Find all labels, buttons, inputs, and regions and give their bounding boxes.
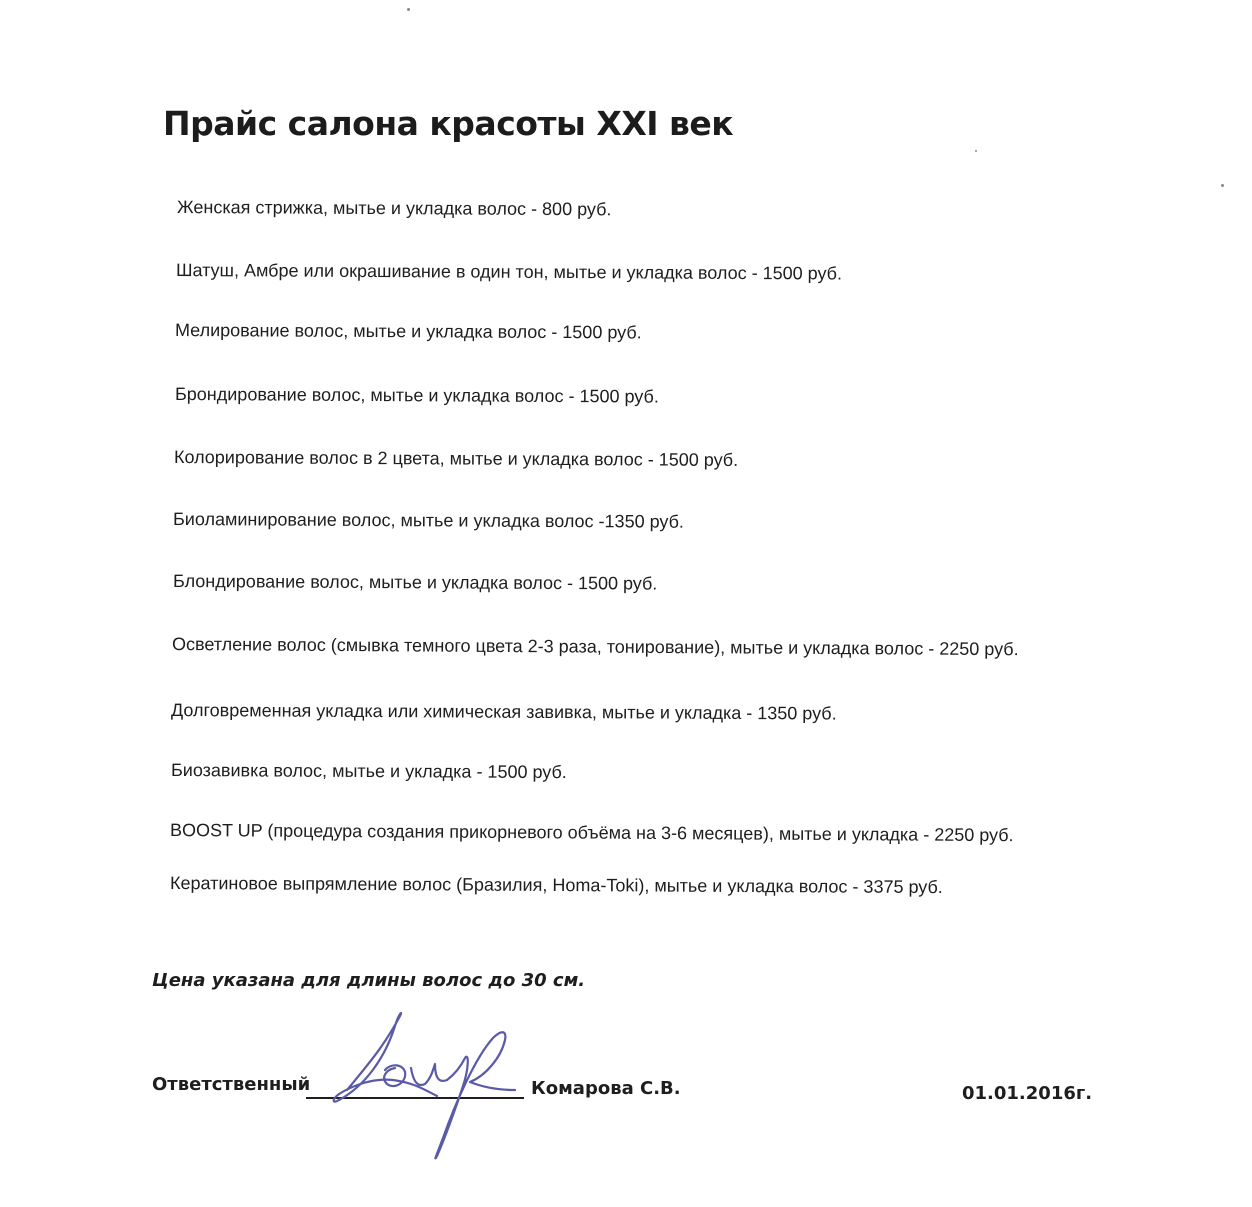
price-item: Долговременная укладка или химическая завивка, мытье и укладка - 1350 руб. <box>170 700 837 724</box>
price-item: Биозавивка волос, мытье и укладка - 1500 руб. <box>170 760 567 783</box>
signature-label: Ответственный <box>152 1074 311 1095</box>
handwritten-signature <box>325 1008 555 1163</box>
scan-speck <box>1221 184 1224 187</box>
scan-speck <box>407 8 410 11</box>
price-item: Кератиновое выпрямление волос (Бразилия, Homa-Toki), мытье и укладка волос - 3375 руб. <box>169 873 943 898</box>
price-item: Осветление волос (смывка темного цвета 2-3 раза, тонирование), мытье и укладка волос - 2250 руб. <box>171 634 1019 660</box>
price-item: Биоламинирование волос, мытье и укладка волос -1350 руб. <box>172 509 685 532</box>
signatory-name: Комарова С.В. <box>531 1078 681 1099</box>
page-title: Прайс салона красоты XXI век <box>163 104 734 143</box>
price-item: Шатуш, Амбре или окрашивание в один тон, мытье и укладка волос - 1500 руб. <box>175 260 843 284</box>
price-item: Блондирование волос, мытье и укладка волос - 1500 руб. <box>172 571 658 594</box>
price-note: Цена указана для длины волос до 30 см. <box>152 970 586 991</box>
price-item: Мелирование волос, мытье и укладка волос - 1500 руб. <box>174 320 642 343</box>
price-item: Колорирование волос в 2 цвета, мытье и укладка волос - 1500 руб. <box>173 447 739 470</box>
document-date: 01.01.2016г. <box>962 1083 1093 1104</box>
scan-speck <box>975 150 977 152</box>
price-item: Брондирование волос, мытье и укладка волос - 1500 руб. <box>174 384 659 407</box>
price-item: Женская стрижка, мытье и укладка волос - 800 руб. <box>176 197 612 220</box>
price-item: BOOST UP (процедура создания прикорневого объёма на 3-6 месяцев), мытье и укладка - 2250 руб. <box>169 820 1014 846</box>
